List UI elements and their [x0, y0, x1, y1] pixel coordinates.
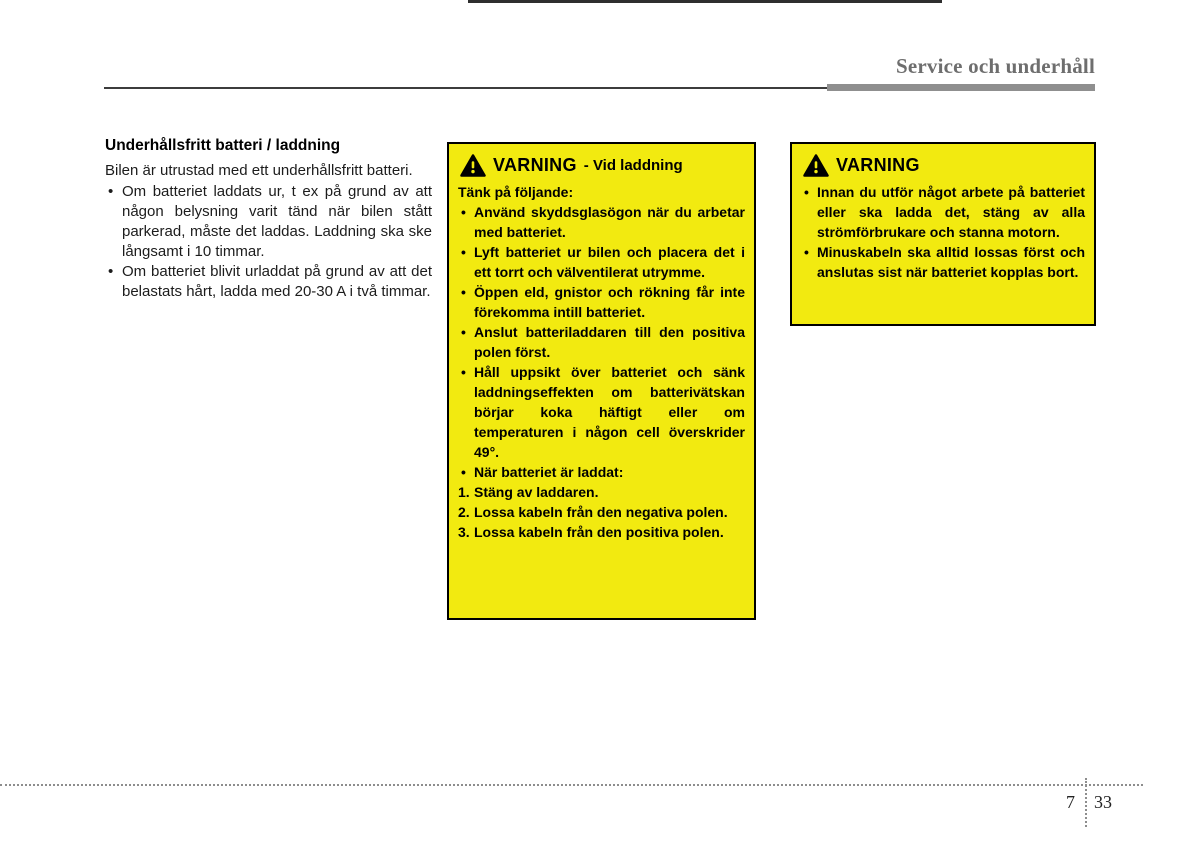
header-rule-accent [827, 84, 1095, 91]
warning-bullet: • Anslut batteriladdaren till den positiva polen först. [458, 322, 745, 362]
page-header-title: Service och underhåll [895, 54, 1095, 78]
page-number: 33 [1094, 792, 1112, 812]
section-battery [105, 137, 432, 302]
step-number: 3. [458, 524, 470, 540]
warning-lead: Tänk på följande: [458, 184, 574, 200]
list-item: • Om batteriet blivit urladdat på grund av att det belastats hårt, ladda med 20-30 A i två timmar. [105, 262, 432, 302]
warning-bullet-list [458, 202, 745, 482]
warning-bullet: • Använd skyddsglasögon när du arbetar med batteriet. [458, 202, 745, 242]
battery-bullet-list [105, 182, 432, 302]
warning-bullet: • Håll uppsikt över batteriet och sänk laddningseffekten om batterivätskan börjar koka häftigt eller om temperaturen i någon cell överskrider 49°. [458, 362, 745, 462]
footer-separator [1085, 778, 1087, 827]
chapter-number: 7 [1066, 792, 1075, 812]
step-number: 2. [458, 504, 470, 520]
warning-bullet: • Minuskabeln ska alltid lossas först och anslutas sist när batteriet kopplas bort. [801, 242, 1085, 282]
step-text: Stäng av laddaren. [474, 484, 599, 500]
step-text: Lossa kabeln från den negativa polen. [474, 504, 728, 520]
warning-bullet-list [801, 182, 1085, 282]
step-number: 1. [458, 484, 470, 500]
warning-numbered-list [458, 482, 745, 542]
warning-box-general [790, 142, 1096, 326]
warning-step [458, 482, 745, 502]
warning-title: VARNING [493, 155, 577, 175]
warning-step [458, 522, 745, 542]
step-text: Lossa kabeln från den positiva polen. [474, 524, 724, 540]
warning-step [458, 502, 745, 522]
list-item: • Om batteriet laddats ur, t ex på grund av att någon belysning varit tänd när bilen stått parkerad, måste det laddas. Laddning ska ske långsamt i 10 timmar. [105, 182, 432, 262]
warning-bullet: • Lyft batteriet ur bilen och placera det i ett torrt och välventilerat utrymme. [458, 242, 745, 282]
warning-title: VARNING [836, 155, 920, 175]
scan-artifact-line [468, 0, 942, 3]
footer-divider [0, 784, 1143, 786]
warning-triangle-icon [460, 154, 486, 177]
section-heading: Underhållsfritt batteri / laddning [105, 137, 341, 154]
warning-bullet: • Öppen eld, gnistor och rökning får inte förekomma intill batteriet. [458, 282, 745, 322]
warning-title-suffix: - Vid laddning [583, 157, 683, 174]
warning-bullet: • Innan du utför något arbete på batteriet eller ska ladda det, stäng av alla strömförbrukare och stanna motorn. [801, 182, 1085, 242]
warning-bullet: • När batteriet är laddat: [458, 462, 745, 482]
warning-box-charging [447, 142, 756, 620]
section-intro: Bilen är utrustad med ett underhållsfritt batteri. [105, 162, 413, 179]
warning-triangle-icon [803, 154, 829, 177]
warning-title-row [803, 154, 1085, 177]
warning-title-row [460, 154, 745, 177]
